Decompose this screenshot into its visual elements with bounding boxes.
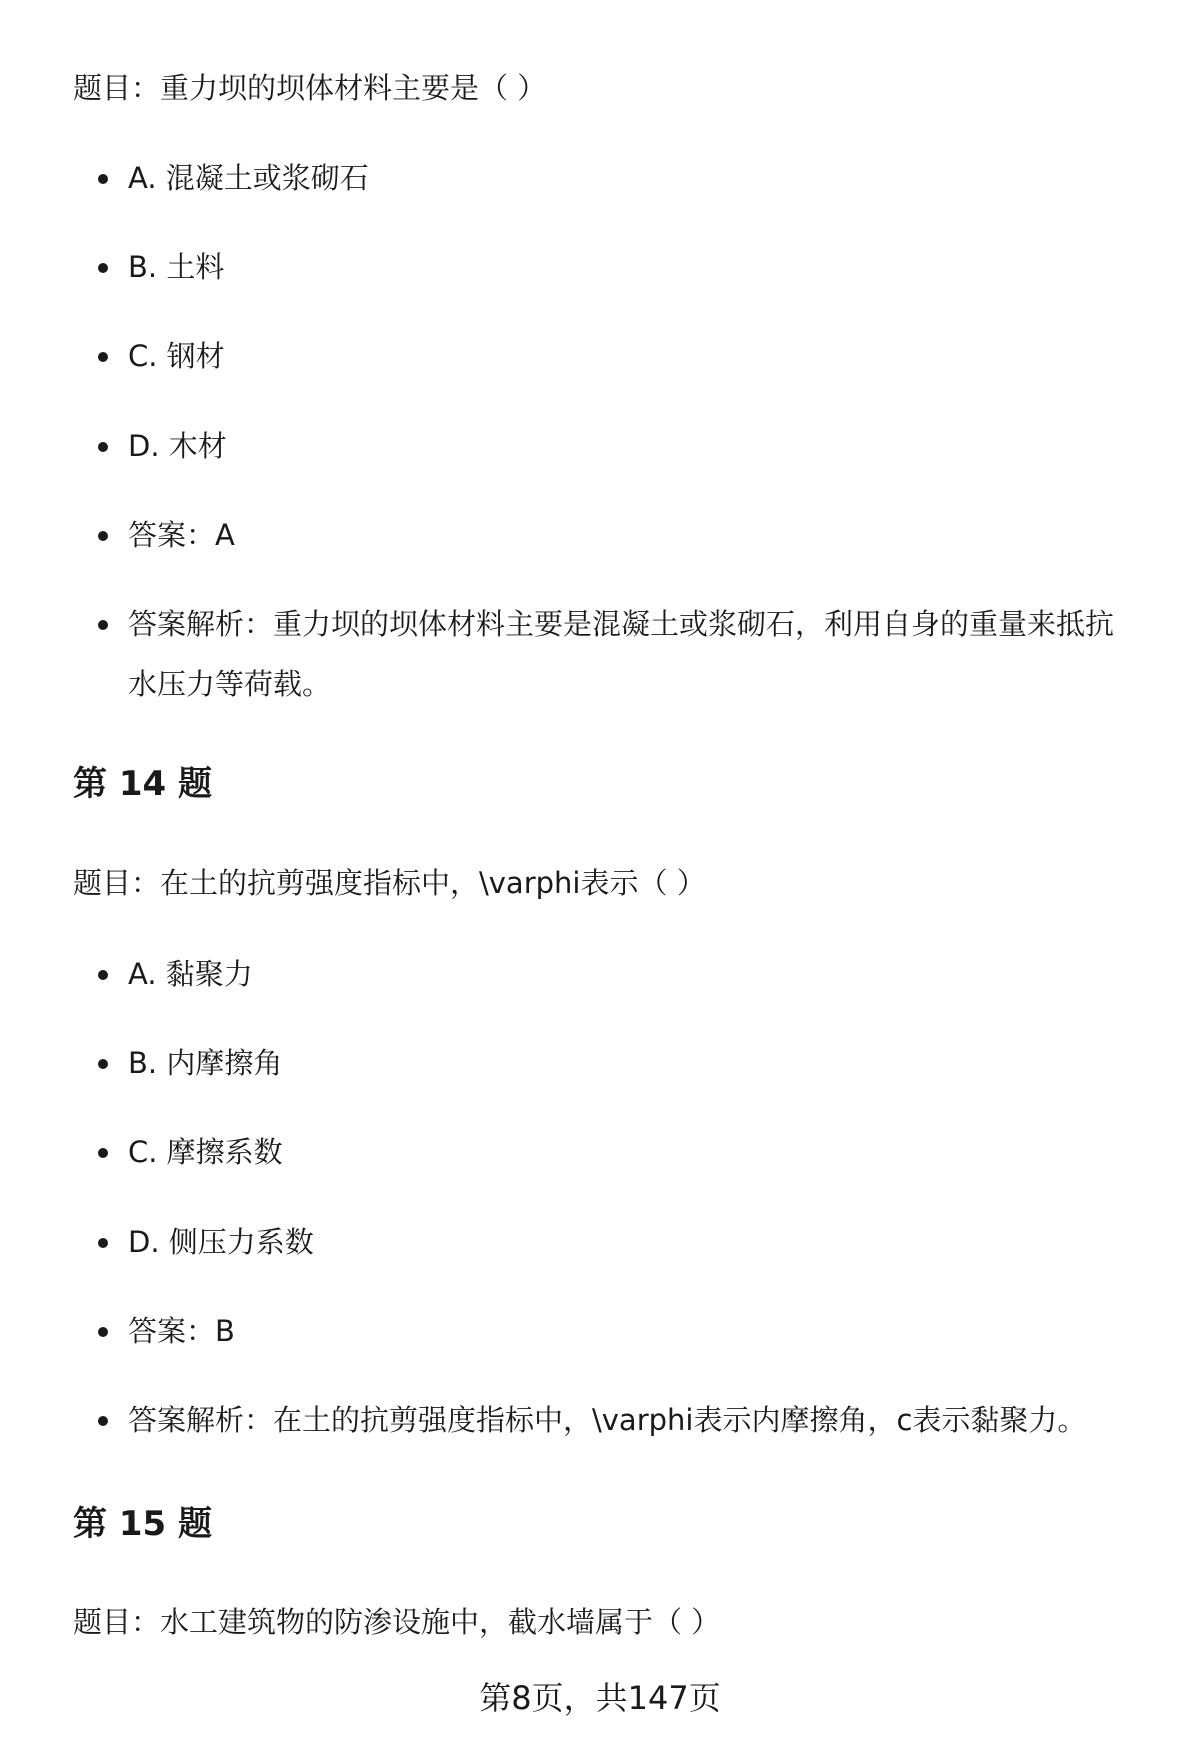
q13-option-b: B. 土料 [128,237,1148,297]
q13-analysis-line-2: 水压力等荷载。 [128,667,332,701]
q14-option-b: B. 内摩擦角 [128,1033,1148,1093]
q13-question: 题目：重力坝的坝体材料主要是（ ） [73,71,547,105]
q13-option-a: A. 混凝土或浆砌石 [128,148,1148,208]
page-number-footer: 第8页，共147页 [479,1679,721,1717]
q13-analysis [128,594,1148,714]
q13-answer: 答案：A [128,505,1148,565]
q14-option-a: A. 黏聚力 [128,944,1148,1004]
q15-question: 题目：水工建筑物的防渗设施中，截水墙属于（ ） [73,1605,721,1639]
q14-heading: 第 14 题 [73,764,212,804]
q13-analysis-line-1: 答案解析：重力坝的坝体材料主要是混凝土或浆砌石，利用自身的重量来抵抗 [128,607,1115,641]
q15-heading: 第 15 题 [73,1504,212,1544]
q14-question: 题目：在土的抗剪强度指标中，\varphi表示（ ） [73,866,706,900]
q14-option-d: D. 侧压力系数 [128,1212,1148,1272]
q14-analysis: 答案解析：在土的抗剪强度指标中，\varphi表示内摩擦角，c表示黏聚力。 [128,1390,1148,1450]
q14-answer: 答案：B [128,1301,1148,1361]
q13-option-d: D. 木材 [128,416,1148,476]
q13-option-c: C. 钢材 [128,326,1148,386]
q14-option-c: C. 摩擦系数 [128,1122,1148,1182]
